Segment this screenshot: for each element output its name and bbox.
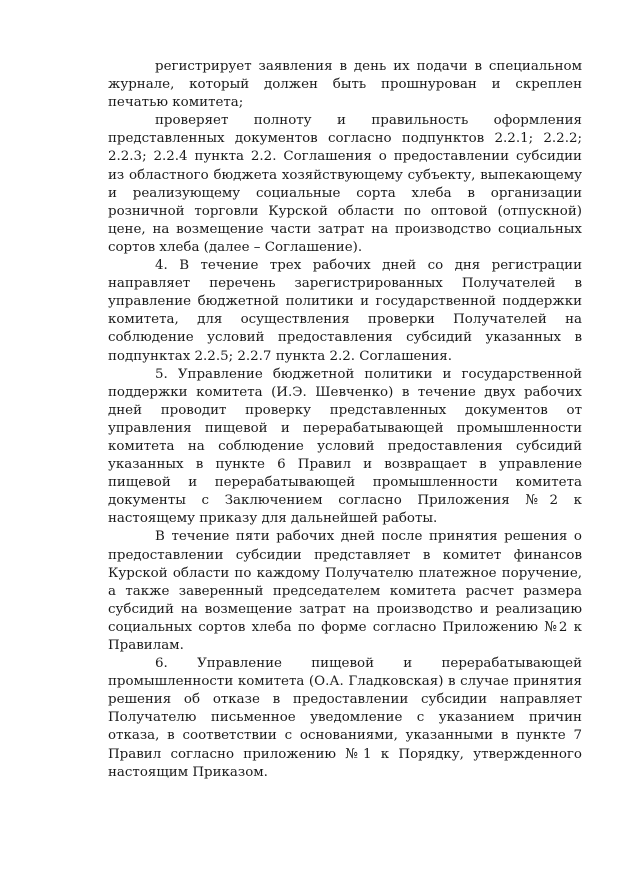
paragraph-verification: проверяет полноту и правильность оформления представленных документов согласно подпунктов 2.2.1; 2.2.2; 2.2.3; 2.2.4 пункта 2.2. Соглашения о предоставлении субсидии из областного бюджета хозяйствующему субъекту, выпекающему и реализующему социальные сорта хлеба в организации розничной торговли Курской области по оптовой (отпускной) цене, на возмещение части затрат на производство социальных сортов хлеба (далее – Соглашение).	[108, 113, 582, 255]
paragraph-item-4: 4. В течение трех рабочих дней со дня регистрации направляет перечень зарегистрированных Получателей в управление бюджетной политики и государственной поддержки комитета, для осуществления проверки Получателей на соблюдение условий предоставления субсидий указанных в подпунктах 2.2.5; 2.2.7 пункта 2.2. Соглашения.	[108, 258, 582, 364]
paragraph-item-5: 5. Управление бюджетной политики и государственной поддержки комитета (И.Э. Шевченко) в течение двух рабочих дней проводит проверку представленных документов от управления пищевой и перерабатывающей промышленности комитета на соблюдение условий предоставления субсидий указанных в пункте 6 Правил и возвращает в управление пищевой и перерабатывающей промышленности комитета документы с Заключением согласно Приложения №2 к настоящему приказу для дальнейшей работы.	[108, 366, 582, 527]
document-body	[108, 58, 582, 782]
paragraph-payment-order: В течение пяти рабочих дней после принятия решения о предоставлении субсидии представляет в комитет финансов Курской области по каждому Получателю платежное поручение, а также заверенный председателем комитета расчет размера субсидий на возмещение затрат на производство и реализацию социальных сортов хлеба по форме согласно Приложению №2 к Правилам.	[108, 529, 582, 653]
paragraph-item-6: 6. Управление пищевой и перерабатывающей промышленности комитета (О.А. Гладковская) в случае принятия решения об отказе в предоставлении субсидии направляет Получателю письменное уведомление с указанием причин отказа, в соответствии с основаниями, указанными в пункте 7 Правил согласно приложению №1 к Порядку, утвержденного настоящим Приказом.	[108, 656, 582, 780]
paragraph-registration: регистрирует заявления в день их подачи в специальном журнале, который должен быть прошнурован и скреплен печатью комитета;	[108, 59, 582, 111]
